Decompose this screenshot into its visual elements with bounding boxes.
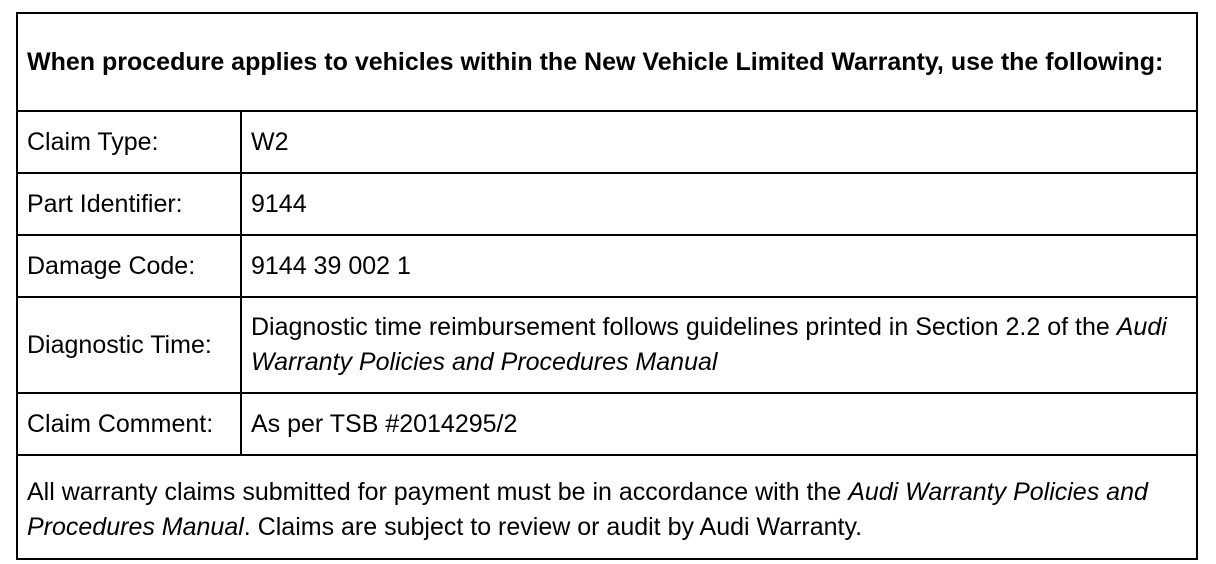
warranty-footer xyxy=(17,455,1197,559)
table-row-part-identifier xyxy=(17,173,1197,235)
part-identifier-label: Part Identifier: xyxy=(17,173,241,235)
diagnostic-time-value xyxy=(241,297,1197,393)
footer-suffix: . Claims are subject to review or audit by Audi Warranty. xyxy=(243,513,863,541)
claim-comment-label: Claim Comment: xyxy=(17,393,241,455)
table-row-claim-type xyxy=(17,111,1197,173)
footer-prefix: All warranty claims submitted for payment must be in accordance with the xyxy=(27,478,849,506)
claim-type-label: Claim Type: xyxy=(17,111,241,173)
claim-comment-value: As per TSB #2014295/2 xyxy=(241,393,1197,455)
table-row-diagnostic-time xyxy=(17,297,1197,393)
warranty-table xyxy=(16,12,1198,560)
claim-type-value: W2 xyxy=(241,111,1197,173)
warranty-header: When procedure applies to vehicles within the New Vehicle Limited Warranty, use the following: xyxy=(17,13,1197,111)
part-identifier-value: 9144 xyxy=(241,173,1197,235)
warranty-footer-row xyxy=(17,455,1197,559)
diagnostic-manual-title: Audi Warranty Policies and Procedures Manual xyxy=(251,313,1167,376)
damage-code-label: Damage Code: xyxy=(17,235,241,297)
diagnostic-time-label: Diagnostic Time: xyxy=(17,297,241,393)
table-row-damage-code xyxy=(17,235,1197,297)
damage-code-value: 9144 39 002 1 xyxy=(241,235,1197,297)
warranty-header-row xyxy=(17,13,1197,111)
footer-manual-title: Audi Warranty Policies and Procedures Manual xyxy=(27,478,1148,541)
diagnostic-time-text: Diagnostic time reimbursement follows guidelines printed in Section 2.2 of the xyxy=(251,313,1117,341)
table-row-claim-comment xyxy=(17,393,1197,455)
